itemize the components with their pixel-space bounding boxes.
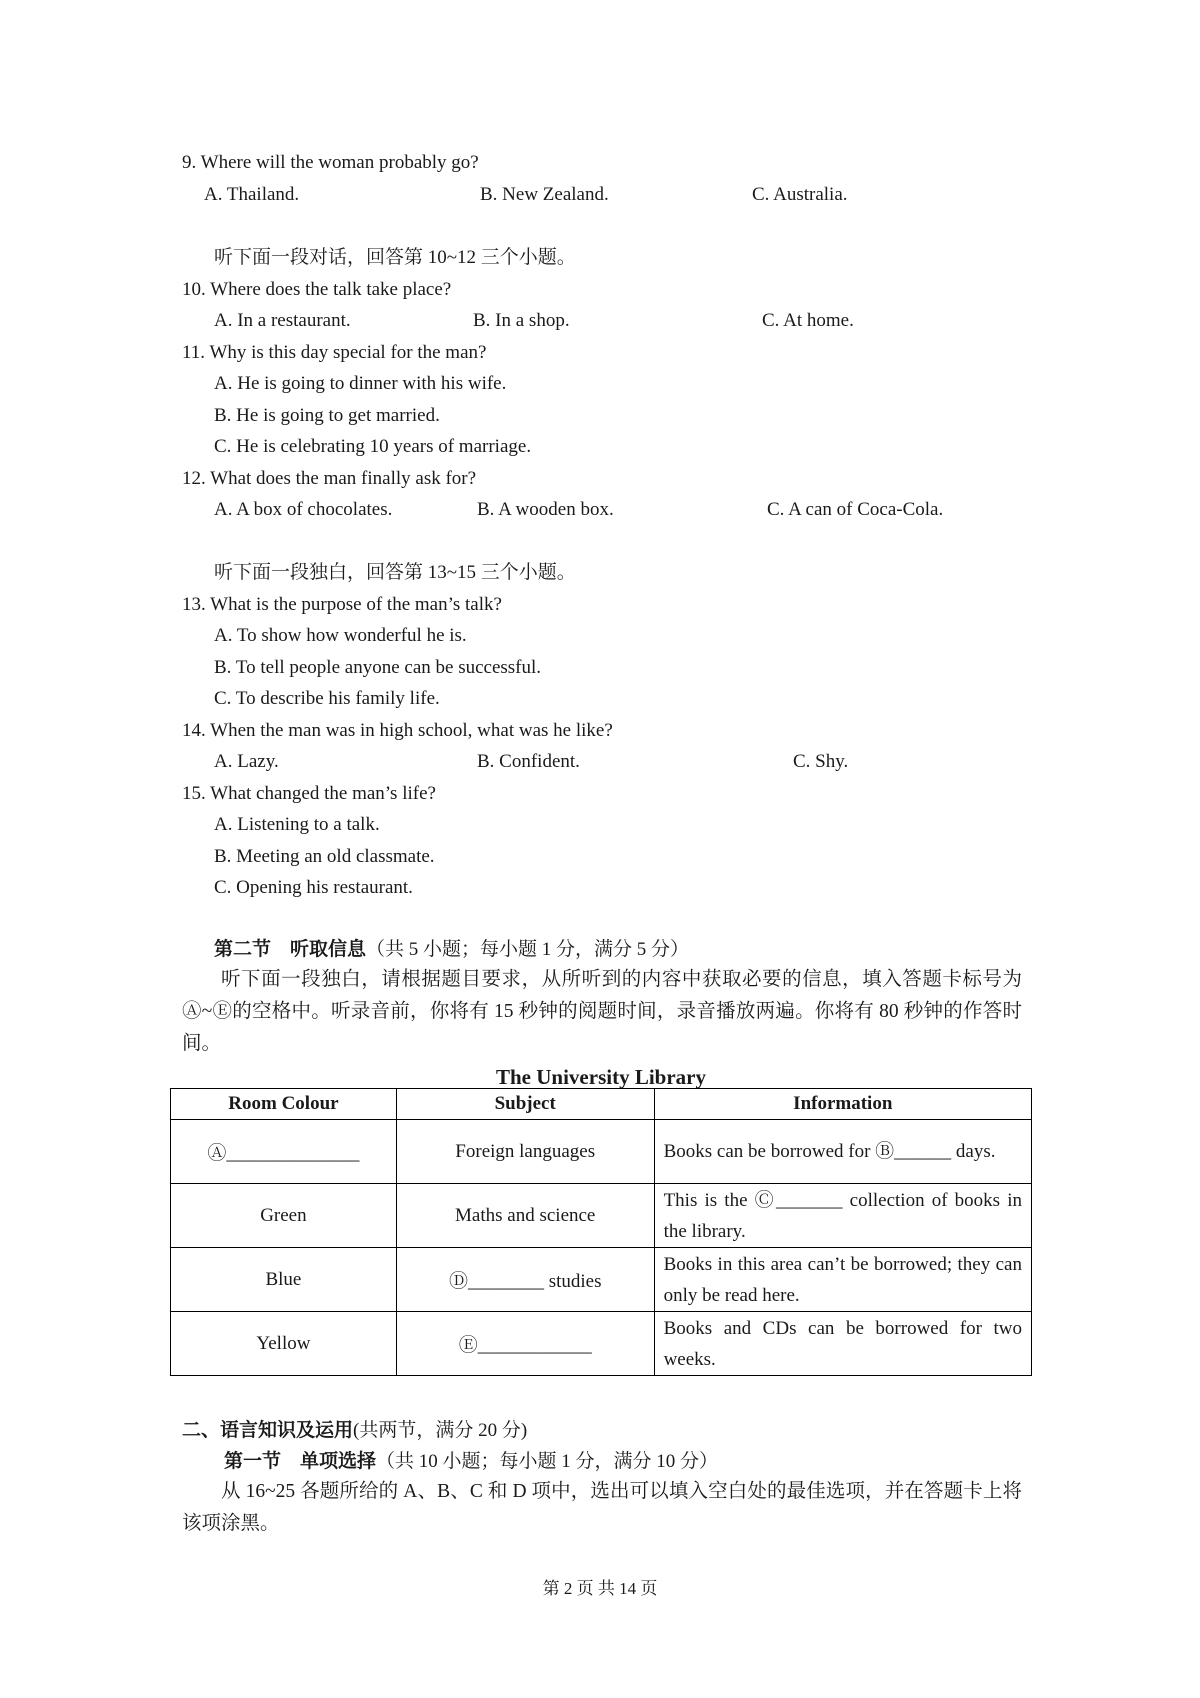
subject-cell: Ⓓ________ studies — [396, 1248, 654, 1312]
option-b: B. To tell people anyone can be successful. — [214, 657, 542, 678]
column-header: Subject — [396, 1089, 654, 1120]
room-colour-cell: Ⓐ______________ — [171, 1120, 397, 1184]
option-c: C. Shy. — [793, 751, 849, 772]
question-11: 11. Why is this day special for the man? — [182, 342, 487, 363]
information-cell: Books in this area can’t be borrowed; they can only be read here. — [654, 1248, 1031, 1312]
question-12: 12. What does the man finally ask for? — [182, 468, 477, 489]
option-a: A. Listening to a talk. — [214, 814, 380, 835]
option-a: A. To show how wonderful he is. — [214, 625, 467, 646]
column-header: Room Colour — [171, 1089, 397, 1120]
question-15: 15. What changed the man’s life? — [182, 783, 436, 804]
table-title: The University Library — [496, 1065, 706, 1089]
option-a: A. He is going to dinner with his wife. — [214, 373, 507, 394]
option-c: C. To describe his family life. — [214, 688, 440, 709]
library-table — [170, 1088, 1032, 1376]
question-10: 10. Where does the talk take place? — [182, 279, 452, 300]
subject-cell: Maths and science — [396, 1184, 654, 1248]
option-a: A. Lazy. — [214, 751, 279, 772]
section-title: 第一节 单项选择 — [224, 1451, 377, 1472]
table-row — [171, 1120, 1032, 1184]
option-c: C. Opening his restaurant. — [214, 877, 413, 898]
option-c: C. He is celebrating 10 years of marriage. — [214, 436, 532, 457]
section-scoring: （共 5 小题；每小题 1 分，满分 5 分） — [366, 939, 690, 960]
option-b: B. A wooden box. — [477, 499, 614, 520]
page-footer: 第 2 页 共 14 页 — [542, 1579, 658, 1598]
section-title: 第二节 听取信息 — [214, 939, 367, 960]
option-c: C. Australia. — [752, 184, 848, 205]
table-header-row — [171, 1089, 1032, 1120]
information-cell: Books can be borrowed for Ⓑ______ days. — [654, 1120, 1031, 1184]
option-a: A. A box of chocolates. — [214, 499, 393, 520]
section-heading — [214, 940, 689, 959]
subject-cell: Ⓔ____________ — [396, 1312, 654, 1376]
option-b: B. Meeting an old classmate. — [214, 846, 435, 867]
option-c: C. At home. — [762, 310, 854, 331]
part-title: 二、语言知识及运用 — [182, 1420, 354, 1441]
option-b: B. He is going to get married. — [214, 405, 440, 426]
part-scoring: (共两节，满分 20 分) — [353, 1420, 528, 1441]
section-instructions: 听下面一段独白，请根据题目要求，从所听到的内容中获取必要的信息，填入答题卡标号为Ⓐ~Ⓔ的空格中。听录音前，你将有 15 秒钟的阅题时间，录音播放两遍。你将有 80 秒钟的作答时间。 — [182, 969, 1022, 1054]
question-9: 9. Where will the woman probably go? — [182, 152, 479, 173]
listening-intro: 听下面一段对话，回答第 10~12 三个小题。 — [214, 247, 576, 268]
section-heading — [224, 1452, 718, 1471]
section-instructions: 从 16~25 各题所给的 A、B、C 和 D 项中，选出可以填入空白处的最佳选项，并在答题卡上将该项涂黑。 — [182, 1481, 1022, 1534]
column-header: Information — [654, 1089, 1031, 1120]
table-row — [171, 1184, 1032, 1248]
table-row — [171, 1248, 1032, 1312]
option-c: C. A can of Coca-Cola. — [767, 499, 944, 520]
subject-cell: Foreign languages — [396, 1120, 654, 1184]
question-14: 14. When the man was in high school, what was he like? — [182, 720, 613, 741]
information-cell: Books and CDs can be borrowed for two weeks. — [654, 1312, 1031, 1376]
option-b: B. In a shop. — [473, 310, 570, 331]
part-heading — [182, 1421, 527, 1440]
option-a: A. Thailand. — [204, 184, 300, 205]
information-cell: This is the Ⓒ_______ collection of books in the library. — [654, 1184, 1031, 1248]
option-a: A. In a restaurant. — [214, 310, 351, 331]
section-scoring: （共 10 小题；每小题 1 分，满分 10 分） — [376, 1451, 719, 1472]
question-13: 13. What is the purpose of the man’s talk? — [182, 594, 502, 615]
option-b: B. Confident. — [477, 751, 580, 772]
room-colour-cell: Green — [171, 1184, 397, 1248]
option-b: B. New Zealand. — [480, 184, 609, 205]
room-colour-cell: Blue — [171, 1248, 397, 1312]
table-row — [171, 1312, 1032, 1376]
room-colour-cell: Yellow — [171, 1312, 397, 1376]
listening-intro: 听下面一段独白，回答第 13~15 三个小题。 — [214, 562, 576, 583]
